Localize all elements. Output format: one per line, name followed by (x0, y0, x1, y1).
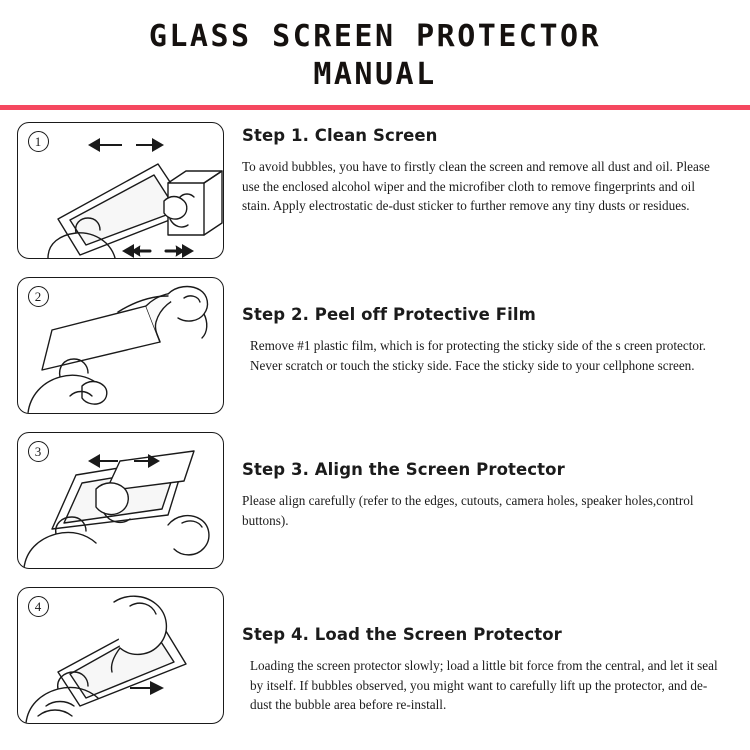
page-title-line-1: GLASS SCREEN PROTECTOR (148, 19, 602, 54)
step-text (240, 432, 750, 530)
step-figure (17, 122, 224, 259)
step-heading: Step 3. Align the Screen Protector (242, 460, 565, 479)
step-number-badge: 4 (28, 596, 49, 617)
step-item (0, 277, 750, 414)
step-body: Remove #1 plastic film, which is for protecting the sticky side of the s creen protector. Never scratch or touch the sticky side. Face the sticky side to your cellphone screen. (250, 338, 706, 373)
step-figure-wrap (0, 277, 240, 414)
step-figure (17, 587, 224, 724)
step-body: Loading the screen protector slowly; load a little bit force from the central, and let it seal by itself. If bubbles observed, you might want to carefully lift up the protector, and de-dust the bubble area before re-install. (250, 658, 718, 712)
step-heading: Step 2. Peel off Protective Film (242, 305, 536, 324)
steps-list (0, 122, 750, 724)
step-figure-wrap (0, 432, 240, 569)
step-body: To avoid bubbles, you have to firstly clean the screen and remove all dust and oil. Please use the enclosed alcohol wiper and the microfiber cloth to remove fingerprints and oil stain. Apply electrostatic de-dust sticker to further remove any tiny dusts or residues. (242, 159, 710, 213)
step-item (0, 122, 750, 259)
header-divider (0, 105, 750, 110)
step-number-badge: 1 (28, 131, 49, 152)
step-figure (17, 432, 224, 569)
step-heading: Step 1. Clean Screen (242, 126, 438, 145)
step-number-badge: 3 (28, 441, 49, 462)
step-text (240, 277, 750, 375)
step-heading: Step 4. Load the Screen Protector (242, 625, 562, 644)
step-item (0, 587, 750, 724)
page-header (0, 0, 750, 110)
step-figure-wrap (0, 587, 240, 724)
step-text (240, 122, 750, 216)
page-title-line-2: MANUAL (313, 57, 437, 92)
step-number-badge: 2 (28, 286, 49, 307)
step-figure (17, 277, 224, 414)
step-body: Please align carefully (refer to the edges, cutouts, camera holes, speaker holes,control buttons). (242, 493, 694, 528)
step-text (240, 587, 750, 715)
step-figure-wrap (0, 122, 240, 259)
step-item (0, 432, 750, 569)
